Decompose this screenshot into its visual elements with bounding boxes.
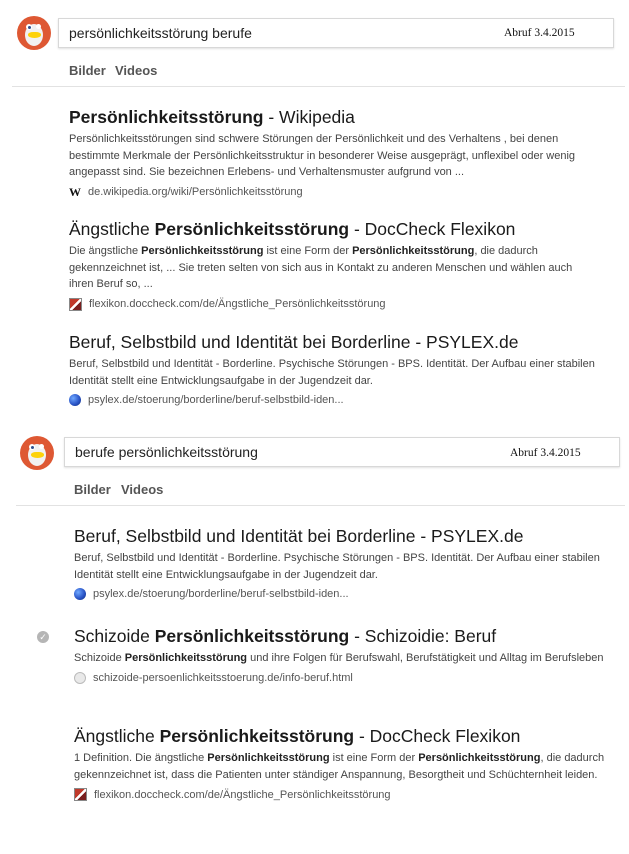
search-block-2 — [0, 420, 629, 854]
result-snippet — [69, 243, 599, 293]
text-run: ist eine Form der — [263, 245, 353, 257]
text-run: Beruf, Selbstbild und Identität bei Borderline - PSYLEX.de — [74, 526, 524, 546]
site-icon — [74, 672, 86, 684]
highlighted-term: Persönlichkeitsstörung — [159, 726, 355, 746]
search-result — [74, 625, 614, 684]
highlighted-term: Persönlichkeitsstörung — [124, 652, 248, 664]
retrieval-date-stamp: Abruf 3.4.2015 — [505, 445, 586, 461]
text-run: Ängstliche — [74, 726, 160, 746]
verified-check-icon: ✓ — [37, 631, 49, 643]
result-url-row[interactable] — [74, 588, 614, 600]
search-query-text: berufe persönlichkeitsstörung — [75, 444, 258, 460]
result-url[interactable]: flexikon.doccheck.com/de/Ängstliche_Persönlichkeitsstörung — [89, 298, 386, 310]
result-url-row[interactable] — [74, 788, 619, 801]
retrieval-date-stamp: Abruf 3.4.2015 — [499, 25, 580, 41]
text-run: Die ängstliche — [69, 245, 142, 257]
text-run: Beruf, Selbstbild und Identität bei Borderline - PSYLEX.de — [69, 332, 519, 352]
text-run: ist eine Form der — [329, 752, 419, 764]
text-run: - Schizoidie: Beruf — [349, 626, 497, 646]
text-run: Schizoide — [74, 626, 155, 646]
result-title[interactable] — [74, 525, 614, 547]
result-url-row[interactable] — [69, 394, 599, 406]
result-url[interactable]: psylex.de/stoerung/borderline/beruf-selbstbild-iden... — [88, 394, 344, 406]
search-result — [69, 106, 599, 198]
text-run: Beruf, Selbstbild und Identität - Borderline. Psychische Störungen - BPS. Identität. Der Aufbau einer stabilen Identität stellt eine Entwicklungsaufgabe in der Jugendzeit dar. — [74, 552, 600, 581]
text-run: und ihre Folgen für Berufswahl, Berufstätigkeit und Alltag im Berufsleben — [247, 652, 604, 664]
result-url-row[interactable] — [69, 298, 599, 311]
globe-icon — [74, 588, 86, 600]
tab-videos[interactable]: Videos — [121, 482, 164, 497]
highlighted-term: Persönlichkeitsstörung — [418, 752, 541, 764]
text-run: - DocCheck Flexikon — [349, 219, 516, 239]
highlighted-term: Persönlichkeitsstörung — [154, 626, 350, 646]
globe-icon — [69, 394, 81, 406]
highlighted-term: Persönlichkeitsstörung — [207, 752, 330, 764]
tab-images[interactable]: Bilder — [69, 63, 106, 78]
highlighted-term: Persönlichkeitsstörung — [141, 245, 264, 257]
highlighted-term: Persönlichkeitsstörung — [154, 219, 350, 239]
text-run: Beruf, Selbstbild und Identität - Borderline. Psychische Störungen - BPS. Identität. Der Aufbau einer stabilen Identität stellt eine Entwicklungsaufgabe in der Jugendzeit dar. — [69, 358, 595, 387]
text-run: Persönlichkeitsstörungen sind schwere Störungen der Persönlichkeit und des Verhaltens , bei denen bestimmte Merkmale der Persönlichkeitsstruktur in besonderer Weise ausgeprägt, unflexibel oder wenig angepasst sind. Sie bezeichnen Erlebens- und Verhaltensmuster aufgrund von ... — [69, 133, 576, 178]
tab-divider — [12, 86, 625, 87]
result-snippet — [69, 131, 599, 181]
wikipedia-icon: W — [69, 184, 81, 199]
result-snippet — [74, 650, 614, 667]
search-result — [69, 218, 599, 311]
tab-videos[interactable]: Videos — [115, 63, 158, 78]
result-url[interactable]: flexikon.doccheck.com/de/Ängstliche_Persönlichkeitsstörung — [94, 788, 391, 801]
result-snippet — [74, 550, 614, 583]
text-run: 1 Definition. Die ängstliche — [74, 752, 208, 764]
text-run: - Wikipedia — [263, 107, 355, 127]
duckduckgo-logo-icon[interactable] — [17, 16, 51, 50]
text-run: , die dadurch gekennzeichnet ist, ... Sie treten selten von sich aus in Kontakt zu anderen Menschen und wählen auch ihren Beruf so, ... — [69, 245, 573, 290]
text-run: , die dadurch gekennzeichnet ist, dass die Patienten unter ständiger Anspannung, Besorgtheit und Schüchternheit leiden. — [74, 752, 605, 781]
text-run: Ängstliche — [69, 219, 155, 239]
result-title[interactable] — [74, 725, 619, 747]
text-run: - DocCheck Flexikon — [354, 726, 521, 746]
result-url-row[interactable] — [74, 672, 614, 684]
tab-images[interactable]: Bilder — [74, 482, 111, 497]
result-title[interactable] — [74, 625, 614, 647]
search-query-text: persönlichkeitsstörung berufe — [69, 25, 252, 41]
result-url-row[interactable] — [69, 186, 599, 198]
result-title[interactable] — [69, 331, 599, 353]
result-snippet — [74, 750, 619, 783]
result-url[interactable]: de.wikipedia.org/wiki/Persönlichkeitsstörung — [88, 185, 303, 198]
tab-divider — [16, 505, 625, 506]
search-result — [69, 331, 599, 406]
search-result — [74, 725, 619, 801]
duckduckgo-logo-icon[interactable] — [20, 436, 54, 470]
result-url[interactable]: psylex.de/stoerung/borderline/beruf-selbstbild-iden... — [93, 588, 349, 600]
result-snippet — [69, 356, 599, 389]
result-url[interactable]: schizoide-persoenlichkeitsstoerung.de/info-beruf.html — [93, 671, 353, 684]
result-title[interactable] — [69, 218, 599, 240]
text-run: Schizoide — [74, 652, 125, 664]
result-title[interactable] — [69, 106, 599, 128]
highlighted-term: Persönlichkeitsstörung — [69, 107, 264, 127]
highlighted-term: Persönlichkeitsstörung — [352, 245, 475, 257]
search-result — [74, 525, 614, 600]
search-block-1 — [0, 0, 629, 420]
doccheck-icon — [69, 298, 82, 311]
doccheck-icon — [74, 788, 87, 801]
